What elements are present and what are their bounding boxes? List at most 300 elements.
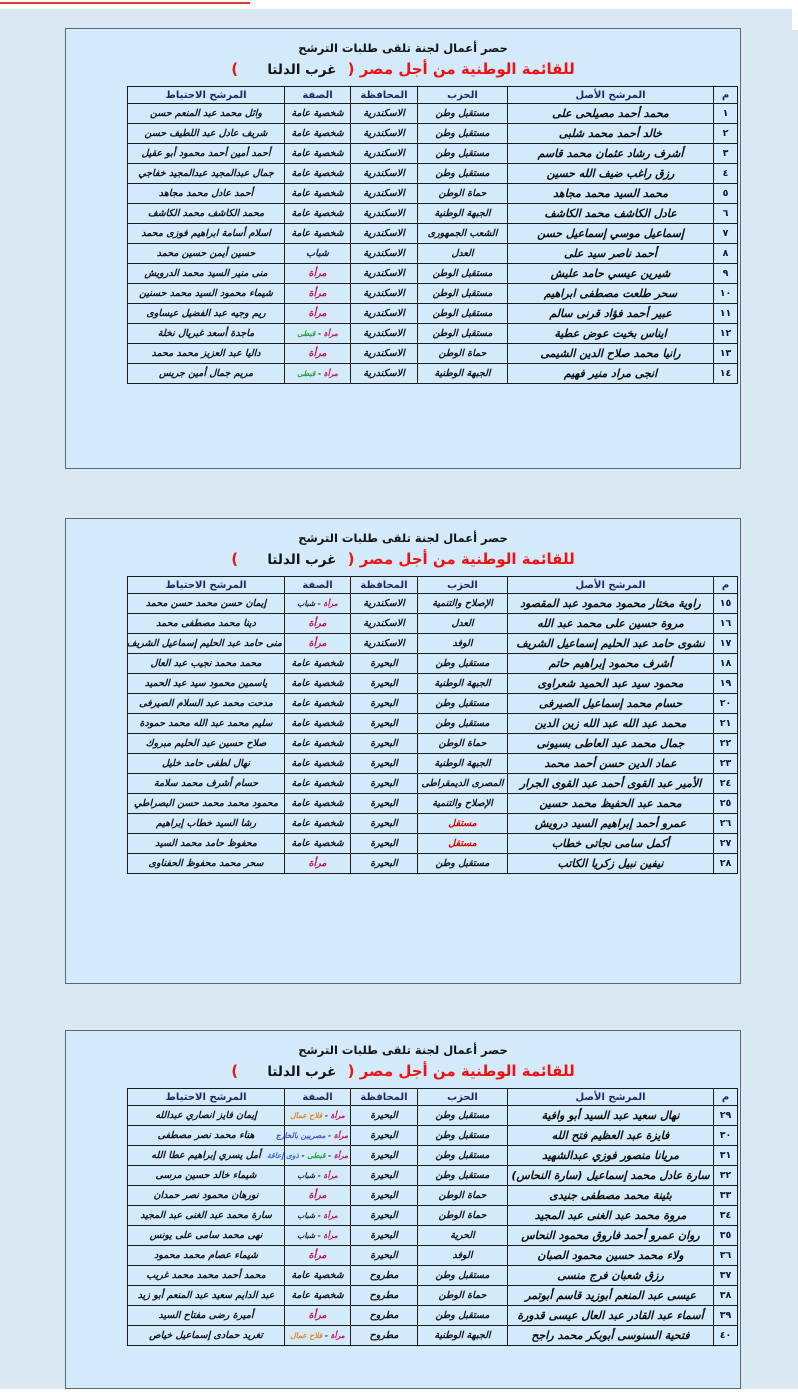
candidate-row [128, 304, 738, 324]
cell-reserve-candidate-name: محفوظ حامد محمد السيد [128, 834, 285, 854]
cell-governorate: الاسكندرية [351, 614, 418, 634]
cell-reserve-candidate-name: حسين أيمن حسين محمد [128, 244, 285, 264]
candidate-row [128, 1286, 738, 1306]
cell-party-name: الإصلاح والتنمية [418, 794, 508, 814]
cell-original-candidate-name: نشوى حامد عبد الحليم إسماعيل الشريف [508, 634, 714, 654]
attribute-segment: شخصية عامة [291, 838, 344, 849]
cell-reserve-candidate-name: منى منير السيد محمد الدرويش [128, 264, 285, 284]
cell-attribute [285, 124, 351, 144]
cell-governorate: البحيرة [351, 794, 418, 814]
cell-party-name: الوفد [418, 1246, 508, 1266]
attribute-separator: - [315, 329, 324, 338]
cell-attribute [285, 1286, 351, 1306]
cell-governorate: البحيرة [351, 1106, 418, 1126]
cell-original-candidate-name: فتحية السنوسى أبوبكر محمد راجح [508, 1326, 714, 1346]
committee-title: حصر أعمال لجنة تلقى طلبات الترشح [298, 1043, 508, 1057]
paren-open: ( [347, 60, 355, 78]
committee-title: حصر أعمال لجنة تلقى طلبات الترشح [298, 531, 508, 545]
region-name: غرب الدلتا [267, 1064, 337, 1080]
cell-serial-number: ٣٢ [714, 1166, 738, 1186]
candidates-table-page-3 [127, 1088, 738, 1346]
attribute-separator: - [315, 1211, 324, 1220]
cell-party-name: مستقل [418, 814, 508, 834]
candidate-row [128, 834, 738, 854]
cell-original-candidate-name: سحر طلعت مصطفى ابراهيم [508, 284, 714, 304]
paren-close: ) [231, 60, 239, 78]
column-header-governorate: المحافظة [351, 1089, 418, 1106]
cell-serial-number: ٣٧ [714, 1266, 738, 1286]
cell-reserve-candidate-name: ماجدة أسعد غبريال نخلة [128, 324, 285, 344]
cell-attribute [285, 1266, 351, 1286]
attribute-segment: مرأة [308, 858, 327, 869]
cell-party-name: الجبهة الوطنية [418, 204, 508, 224]
attribute-segment: شخصية عامة [291, 818, 344, 829]
cell-party-name: مستقبل وطن [418, 1126, 508, 1146]
cell-reserve-candidate-name: شيماء محمود السيد محمد حسنين [128, 284, 285, 304]
attribute-segment: مرأة [308, 1310, 327, 1321]
cell-governorate: الاسكندرية [351, 124, 418, 144]
cell-party-name: مستقبل وطن [418, 1106, 508, 1126]
candidate-row [128, 124, 738, 144]
cell-governorate: البحيرة [351, 1166, 418, 1186]
cell-serial-number: ٢٧ [714, 834, 738, 854]
candidates-table-page-2 [127, 576, 738, 874]
cell-party-name: مستقبل وطن [418, 164, 508, 184]
column-header-serial: م [714, 87, 738, 104]
cell-party-name: الشعب الجمهورى [418, 224, 508, 244]
attribute-segment: مصريين بالخارج [275, 1131, 326, 1140]
cell-reserve-candidate-name: أمل يسري إبراهيم عطا الله [128, 1146, 285, 1166]
candidate-row [128, 1106, 738, 1126]
candidate-row [128, 164, 738, 184]
cell-reserve-candidate-name: اسلام أسامة ابراهيم فوزى محمد [128, 224, 285, 244]
cell-party-name: مستقبل وطن [418, 104, 508, 124]
cell-party-name: مستقبل وطن [418, 1266, 508, 1286]
cell-reserve-candidate-name: شريف عادل عبد اللطيف حسن [128, 124, 285, 144]
cell-attribute [285, 694, 351, 714]
cell-party-name: الجبهة الوطنية [418, 754, 508, 774]
table-header-row [128, 87, 738, 104]
cell-serial-number: ٢٢ [714, 734, 738, 754]
cell-governorate: الاسكندرية [351, 364, 418, 384]
cell-party-name: الإصلاح والتنمية [418, 594, 508, 614]
cell-original-candidate-name: الأمير عبد القوى أحمد عبد القوى الجرار [508, 774, 714, 794]
candidate-row [128, 364, 738, 384]
column-header-original-candidate: المرشح الأصل [508, 577, 714, 594]
cell-attribute [285, 714, 351, 734]
attribute-segment: مرأة [323, 1171, 338, 1180]
cell-serial-number: ٣٦ [714, 1246, 738, 1266]
cell-reserve-candidate-name: وائل محمد عبد المنعم حسن [128, 104, 285, 124]
cell-serial-number: ١ [714, 104, 738, 124]
cell-serial-number: ٣٠ [714, 1126, 738, 1146]
cell-party-name: العدل [418, 244, 508, 264]
cell-party-name: الوفد [418, 634, 508, 654]
cell-governorate: مطروح [351, 1306, 418, 1326]
cell-party-name: مستقبل وطن [418, 144, 508, 164]
cell-attribute [285, 264, 351, 284]
cell-reserve-candidate-name: عبد الدايم سعيد عبد المنعم أبو زيد [128, 1286, 285, 1306]
column-header-party: الحزب [418, 87, 508, 104]
cell-attribute [285, 1226, 351, 1246]
cell-attribute [285, 144, 351, 164]
cell-governorate: الاسكندرية [351, 104, 418, 124]
cell-attribute [285, 774, 351, 794]
candidate-row [128, 204, 738, 224]
cell-original-candidate-name: نيفين نبيل زكريا الكاتب [508, 854, 714, 874]
cell-governorate: مطروح [351, 1266, 418, 1286]
cell-original-candidate-name: انجى مراد منير فهيم [508, 364, 714, 384]
attribute-segment: فلاح عمال [290, 1331, 323, 1340]
cell-serial-number: ٧ [714, 224, 738, 244]
cell-serial-number: ٢٣ [714, 754, 738, 774]
cell-reserve-candidate-name: نهال لطفى حامد خليل [128, 754, 285, 774]
committee-title: حصر أعمال لجنة تلقى طلبات الترشح [298, 41, 508, 55]
paren-open: ( [347, 550, 355, 568]
cell-original-candidate-name: أشرف رشاد عثمان محمد قاسم [508, 144, 714, 164]
attribute-separator: - [325, 1151, 334, 1160]
candidate-row [128, 814, 738, 834]
cell-governorate: البحيرة [351, 654, 418, 674]
cell-serial-number: ٢١ [714, 714, 738, 734]
cell-party-name: العدل [418, 614, 508, 634]
candidate-row [128, 674, 738, 694]
cell-attribute [285, 1306, 351, 1326]
attribute-segment: مرأة [323, 329, 338, 338]
attribute-segment: مرأة [323, 1231, 338, 1240]
cell-attribute [285, 654, 351, 674]
cell-governorate: البحيرة [351, 694, 418, 714]
attribute-segment: شخصية عامة [291, 778, 344, 789]
column-header-reserve-candidate: المرشح الاحتياط [128, 577, 285, 594]
cell-serial-number: ١٧ [714, 634, 738, 654]
candidate-row [128, 1166, 738, 1186]
cell-attribute [285, 794, 351, 814]
attribute-segment: شباب [297, 1231, 316, 1240]
candidates-table-page-1 [127, 86, 738, 384]
candidate-row [128, 634, 738, 654]
attribute-segment: مرأة [308, 618, 327, 629]
attribute-segment: شخصية عامة [291, 168, 344, 179]
attribute-segment: مرأة [323, 599, 338, 608]
cell-reserve-candidate-name: محمد الكاشف محمد الكاشف [128, 204, 285, 224]
candidate-row [128, 734, 738, 754]
cell-party-name: مستقبل الوطن [418, 264, 508, 284]
cell-serial-number: ٦ [714, 204, 738, 224]
cell-original-candidate-name: مروة محمد عبد الغنى عبد المجيد [508, 1206, 714, 1226]
cell-governorate: البحيرة [351, 1186, 418, 1206]
cell-attribute [285, 834, 351, 854]
column-header-attribute: الصفة [285, 87, 351, 104]
attribute-segment: شخصية عامة [291, 1270, 344, 1281]
cell-attribute [285, 674, 351, 694]
document-sheet-3 [65, 1030, 741, 1389]
attribute-segment: فلاح عمال [290, 1111, 323, 1120]
cell-original-candidate-name: ولاء محمد حسين محمود الصبان [508, 1246, 714, 1266]
column-header-attribute: الصفة [285, 577, 351, 594]
list-title-text: للقائمة الوطنية من أجل مصر [359, 60, 575, 78]
cell-reserve-candidate-name: إيمان فايز انصاري عبدالله [128, 1106, 285, 1126]
cell-attribute [285, 814, 351, 834]
attribute-separator: - [322, 1331, 331, 1340]
cell-party-name: الجبهة الوطنية [418, 674, 508, 694]
attribute-separator: - [315, 1171, 324, 1180]
cell-party-name: مستقبل وطن [418, 654, 508, 674]
cell-attribute [285, 1326, 351, 1346]
attribute-separator: - [315, 369, 324, 378]
attribute-segment: شخصية عامة [291, 798, 344, 809]
column-header-serial: م [714, 1089, 738, 1106]
attribute-separator: - [315, 599, 324, 608]
cell-governorate: الاسكندرية [351, 204, 418, 224]
candidate-row [128, 144, 738, 164]
list-title-text: للقائمة الوطنية من أجل مصر [359, 550, 575, 568]
cell-original-candidate-name: فايزة عبد العظيم فتح الله [508, 1126, 714, 1146]
cell-serial-number: ٣٥ [714, 1226, 738, 1246]
cell-serial-number: ١٩ [714, 674, 738, 694]
cell-original-candidate-name: عمرو أحمد إبراهيم السيد درويش [508, 814, 714, 834]
cell-party-name: حماة الوطن [418, 184, 508, 204]
cell-attribute [285, 1106, 351, 1126]
paren-close: ) [231, 1062, 239, 1080]
candidate-row [128, 1146, 738, 1166]
attribute-segment: مرأة [308, 638, 327, 649]
list-title [66, 550, 740, 568]
column-header-governorate: المحافظة [351, 87, 418, 104]
candidate-row [128, 244, 738, 264]
candidate-row [128, 1226, 738, 1246]
attribute-segment: مرأة [308, 348, 327, 359]
cell-serial-number: ٤٠ [714, 1326, 738, 1346]
cell-attribute [285, 1166, 351, 1186]
cell-reserve-candidate-name: سحر محمد محفوظ الحفناوى [128, 854, 285, 874]
attribute-segment: شخصية عامة [291, 1290, 344, 1301]
cell-attribute [285, 594, 351, 614]
cell-governorate: الاسكندرية [351, 634, 418, 654]
cell-attribute [285, 634, 351, 654]
cell-original-candidate-name: ايناس بخيت عوض عطية [508, 324, 714, 344]
table-header-row [128, 577, 738, 594]
cell-serial-number: ١٣ [714, 344, 738, 364]
cell-party-name: مستقل [418, 834, 508, 854]
cell-party-name: مستقبل وطن [418, 714, 508, 734]
cell-governorate: الاسكندرية [351, 594, 418, 614]
cell-reserve-candidate-name: مدحت محمد عبد السلام الصيرفى [128, 694, 285, 714]
cell-party-name: مستقبل الوطن [418, 304, 508, 324]
column-header-reserve-candidate: المرشح الاحتياط [128, 1089, 285, 1106]
cell-party-name: حماة الوطن [418, 1206, 508, 1226]
cell-serial-number: ٥ [714, 184, 738, 204]
region-name: غرب الدلتا [267, 552, 337, 568]
attribute-segment: شخصية عامة [291, 698, 344, 709]
cell-serial-number: ٢٨ [714, 854, 738, 874]
candidate-row [128, 654, 738, 674]
cell-attribute [266, 1146, 351, 1166]
cell-party-name: مستقبل الوطن [418, 284, 508, 304]
cell-governorate: البحيرة [351, 754, 418, 774]
cell-party-name: حماة الوطن [418, 344, 508, 364]
cell-reserve-candidate-name: جمال عبدالمجيد عبدالمجيد خفاجي [128, 164, 285, 184]
cell-governorate: الاسكندرية [351, 224, 418, 244]
cell-serial-number: ٢٦ [714, 814, 738, 834]
cell-governorate: مطروح [351, 1326, 418, 1346]
cell-serial-number: ٣٩ [714, 1306, 738, 1326]
cell-governorate: البحيرة [351, 714, 418, 734]
attribute-segment: شخصية عامة [291, 678, 344, 689]
list-title [66, 1062, 740, 1080]
cell-attribute [285, 224, 351, 244]
region-name: غرب الدلتا [267, 62, 337, 78]
cell-original-candidate-name: راوية مختار محمود محمود عبد المقصود [508, 594, 714, 614]
cell-party-name: حماة الوطن [418, 1286, 508, 1306]
cell-reserve-candidate-name: ياسمين محمود سيد عبد الحميد [128, 674, 285, 694]
candidate-row [128, 344, 738, 364]
cell-attribute [285, 344, 351, 364]
column-header-original-candidate: المرشح الأصل [508, 1089, 714, 1106]
column-header-party: الحزب [418, 577, 508, 594]
attribute-segment: قبطى [297, 369, 316, 378]
cell-original-candidate-name: رزق راغب ضيف الله حسين [508, 164, 714, 184]
scan-right-margin [792, 0, 798, 30]
list-title [66, 60, 740, 78]
column-header-party: الحزب [418, 1089, 508, 1106]
cell-serial-number: ٢٩ [714, 1106, 738, 1126]
cell-serial-number: ١٠ [714, 284, 738, 304]
cell-attribute [285, 284, 351, 304]
cell-governorate: البحيرة [351, 734, 418, 754]
candidate-row [128, 614, 738, 634]
cell-attribute [285, 614, 351, 634]
cell-attribute [285, 754, 351, 774]
attribute-segment: مرأة [333, 1151, 348, 1160]
attribute-segment: شباب [297, 599, 316, 608]
cell-reserve-candidate-name: نهى محمد سامى على يونس [128, 1226, 285, 1246]
attribute-segment: مرأة [330, 1331, 345, 1340]
cell-attribute [285, 734, 351, 754]
candidate-row [128, 1246, 738, 1266]
cell-serial-number: ٣١ [714, 1146, 738, 1166]
cell-reserve-candidate-name: هناء محمد نصر مصطفى [128, 1126, 285, 1146]
cell-reserve-candidate-name: سارة محمد عبد الغنى عبد المجيد [128, 1206, 285, 1226]
attribute-segment: شخصية عامة [291, 718, 344, 729]
cell-original-candidate-name: إسماعيل موسي إسماعيل حسن [508, 224, 714, 244]
cell-serial-number: ٢ [714, 124, 738, 144]
cell-original-candidate-name: مروة حسين على محمد عبد الله [508, 614, 714, 634]
candidate-row [128, 1206, 738, 1226]
cell-attribute [285, 104, 351, 124]
cell-party-name: مستقبل وطن [418, 1306, 508, 1326]
attribute-separator: - [322, 1111, 331, 1120]
paren-close: ) [231, 550, 239, 568]
candidate-row [128, 284, 738, 304]
attribute-segment: قبطى [297, 329, 316, 338]
candidate-row [128, 104, 738, 124]
candidate-row [128, 594, 738, 614]
cell-reserve-candidate-name: أميرة رضى مفتاح السيد [128, 1306, 285, 1326]
cell-party-name: مستقبل وطن [418, 694, 508, 714]
attribute-segment: شباب [297, 1171, 316, 1180]
cell-attribute [275, 1126, 351, 1146]
cell-governorate: الاسكندرية [351, 344, 418, 364]
list-title-text: للقائمة الوطنية من أجل مصر [359, 1062, 575, 1080]
attribute-segment: مرأة [308, 1250, 327, 1261]
candidate-row [128, 1306, 738, 1326]
table-header-row [128, 1089, 738, 1106]
cell-original-candidate-name: خالد أحمد محمد شلبى [508, 124, 714, 144]
cell-original-candidate-name: عبير أحمد فؤاد قرنى سالم [508, 304, 714, 324]
cell-party-name: الحرية [418, 1226, 508, 1246]
cell-serial-number: ١٤ [714, 364, 738, 384]
cell-governorate: البحيرة [351, 674, 418, 694]
cell-serial-number: ٤ [714, 164, 738, 184]
cell-party-name: مستقبل وطن [418, 1146, 508, 1166]
cell-original-candidate-name: عادل الكاشف محمد الكاشف [508, 204, 714, 224]
cell-reserve-candidate-name: رشا السيد خطاب إبراهيم [128, 814, 285, 834]
cell-original-candidate-name: أكمل سامى نجاتى خطاب [508, 834, 714, 854]
cell-party-name: الجبهة الوطنية [418, 364, 508, 384]
cell-governorate: البحيرة [351, 814, 418, 834]
document-sheet-2 [65, 518, 741, 984]
candidate-row [128, 854, 738, 874]
cell-governorate: الاسكندرية [351, 144, 418, 164]
scan-bottom-margin [0, 1389, 798, 1400]
cell-original-candidate-name: مريانا منصور فوزي عبدالشهيد [508, 1146, 714, 1166]
cell-governorate: البحيرة [351, 1146, 418, 1166]
cell-attribute [285, 854, 351, 874]
attribute-separator: - [298, 1151, 308, 1160]
cell-serial-number: ٣٣ [714, 1186, 738, 1206]
attribute-segment: شباب [306, 248, 329, 259]
cell-reserve-candidate-name: ريم وجيه عبد الفضيل عيساوى [128, 304, 285, 324]
cell-governorate: البحيرة [351, 1226, 418, 1246]
cell-governorate: الاسكندرية [351, 304, 418, 324]
cell-party-name: حماة الوطن [418, 734, 508, 754]
cell-original-candidate-name: عماد الدين حسن أحمد محمد [508, 754, 714, 774]
cell-party-name: مستقبل الوطن [418, 324, 508, 344]
cell-original-candidate-name: أسماء عبد القادر عبد العال عيسى قدورة [508, 1306, 714, 1326]
cell-governorate: الاسكندرية [351, 244, 418, 264]
attribute-segment: مرأة [330, 1111, 345, 1120]
cell-attribute [285, 1246, 351, 1266]
cell-serial-number: ١٢ [714, 324, 738, 344]
cell-original-candidate-name: رانيا محمد صلاح الدين الشيمى [508, 344, 714, 364]
cell-serial-number: ١١ [714, 304, 738, 324]
cell-attribute [285, 304, 351, 324]
cell-serial-number: ١٦ [714, 614, 738, 634]
column-header-original-candidate: المرشح الأصل [508, 87, 714, 104]
cell-original-candidate-name: بثينة محمد مصطفى جنيدى [508, 1186, 714, 1206]
cell-party-name: حماة الوطن [418, 1186, 508, 1206]
paren-open: ( [347, 1062, 355, 1080]
candidate-row [128, 754, 738, 774]
attribute-separator: - [315, 1231, 324, 1240]
attribute-segment: قبطى [307, 1151, 326, 1160]
scan-artifact-red-line [0, 2, 250, 4]
cell-party-name: مستقبل وطن [418, 1166, 508, 1186]
attribute-segment: ذوى إعاقة [266, 1151, 299, 1160]
attribute-segment: مرأة [308, 308, 327, 319]
cell-reserve-candidate-name: محمد أحمد محمد محمد غريب [128, 1266, 285, 1286]
attribute-segment: شخصية عامة [291, 758, 344, 769]
cell-original-candidate-name: أشرف محمود إبراهيم حاتم [508, 654, 714, 674]
cell-governorate: البحيرة [351, 1126, 418, 1146]
attribute-segment: شخصية عامة [291, 108, 344, 119]
cell-reserve-candidate-name: أحمد عادل محمد مجاهد [128, 184, 285, 204]
attribute-segment: مرأة [333, 1131, 348, 1140]
cell-governorate: الاسكندرية [351, 284, 418, 304]
cell-original-candidate-name: جمال محمد عبد العاطى بسيونى [508, 734, 714, 754]
cell-governorate: البحيرة [351, 1206, 418, 1226]
